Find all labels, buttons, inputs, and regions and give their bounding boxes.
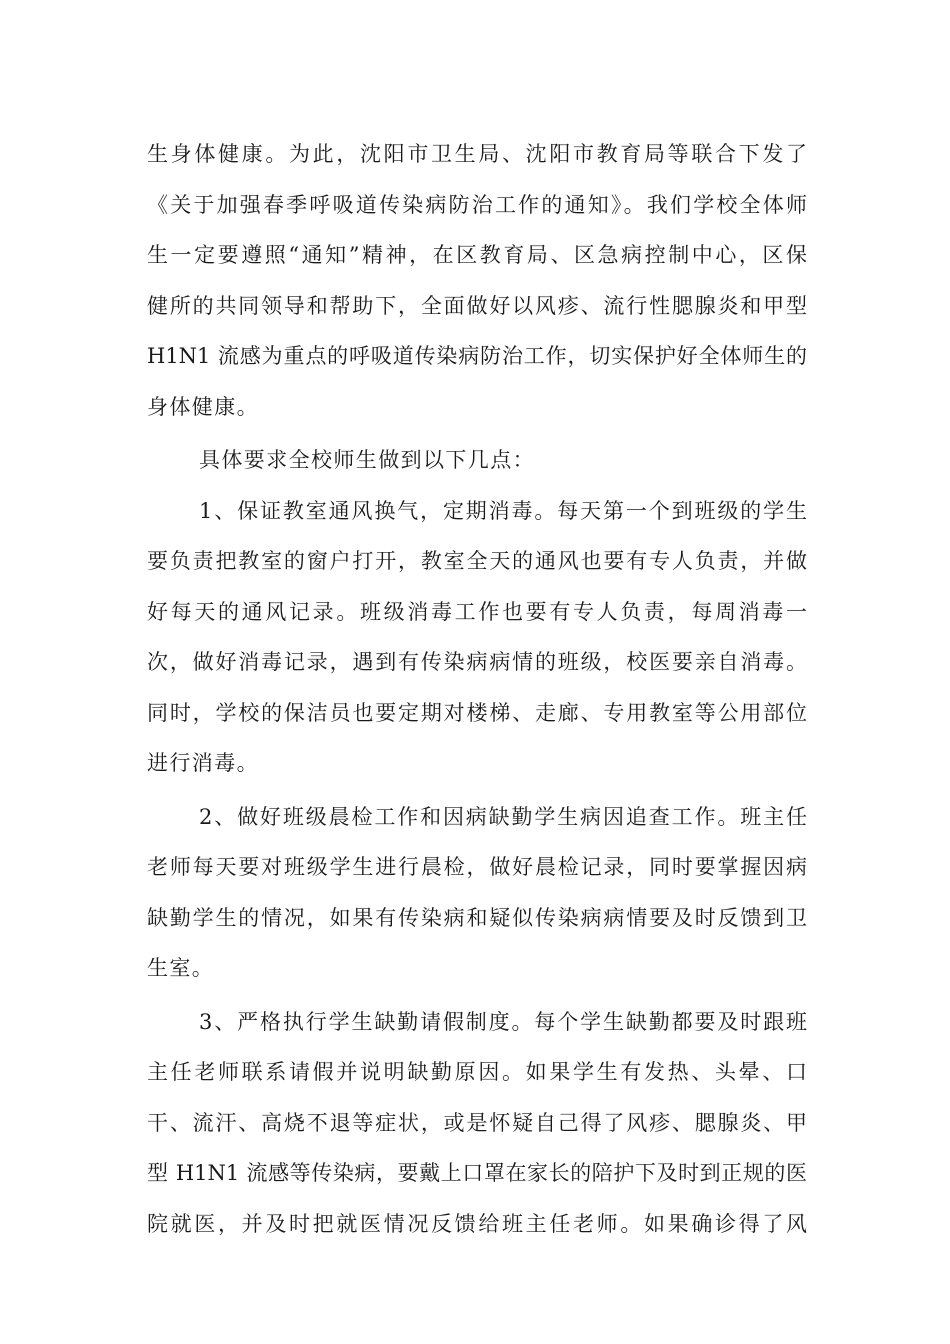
text-line: 老师每天要对班级学生进行晨检，做好晨检记录，同时要掌握因病 xyxy=(147,855,807,879)
text-line: 健所的共同领导和帮助下，全面做好以风疹、流行性腮腺炎和甲型 xyxy=(147,293,807,318)
item-1-line: 1、保证教室通风换气，定期消毒。每天第一个到班级的学生 xyxy=(199,498,807,523)
text-line: 院就医，并及时把就医情况反馈给班主任老师。如果确诊得了风 xyxy=(147,1211,807,1236)
section-intro-line: 具体要求全校师生做到以下几点： xyxy=(199,448,535,472)
text-line: 型 H1N1 流感等传染病，要戴上口罩在家长的陪护下及时到正规的医 xyxy=(147,1161,807,1185)
text-line: 进行消毒。 xyxy=(147,751,259,775)
text-line: 身体健康。 xyxy=(147,394,259,419)
text-line: 干、流汗、高烧不退等症状，或是怀疑自己得了风疹、腮腺炎、甲 xyxy=(147,1110,807,1135)
text-line: 要负责把教室的窗户打开，教室全天的通风也要有专人负责，并做 xyxy=(147,549,807,573)
item-3-line: 3、严格执行学生缺勤请假制度。每个学生缺勤都要及时跟班 xyxy=(199,1009,807,1034)
body-text xyxy=(147,129,807,1249)
text-line: 《关于加强春季呼吸道传染病防治工作的通知》。我们学校全体师 xyxy=(147,192,807,217)
text-line: 生一定要遵照“通知”精神，在区教育局、区急病控制中心，区保 xyxy=(147,243,807,267)
text-line: 好每天的通风记录。班级消毒工作也要有专人负责，每周消毒一 xyxy=(147,599,807,624)
text-line: 主任老师联系请假并说明缺勤原因。如果学生有发热、头晕、口 xyxy=(147,1060,807,1084)
text-line: 生室。 xyxy=(147,956,215,980)
text-line: 生身体健康。为此，沈阳市卫生局、沈阳市教育局等联合下发了 xyxy=(147,142,807,166)
text-line: H1N1 流感为重点的呼吸道传染病防治工作，切实保护好全体师生的 xyxy=(147,344,807,368)
item-2-line: 2、做好班级晨检工作和因病缺勤学生病因追查工作。班主任 xyxy=(199,804,807,829)
text-line: 缺勤学生的情况，如果有传染病和疑似传染病病情要及时反馈到卫 xyxy=(147,905,807,930)
text-line: 同时，学校的保洁员也要定期对楼梯、走廊、专用教室等公用部位 xyxy=(147,700,807,725)
text-line: 次，做好消毒记录，遇到有传染病病情的班级，校医要亲自消毒。 xyxy=(147,650,807,674)
